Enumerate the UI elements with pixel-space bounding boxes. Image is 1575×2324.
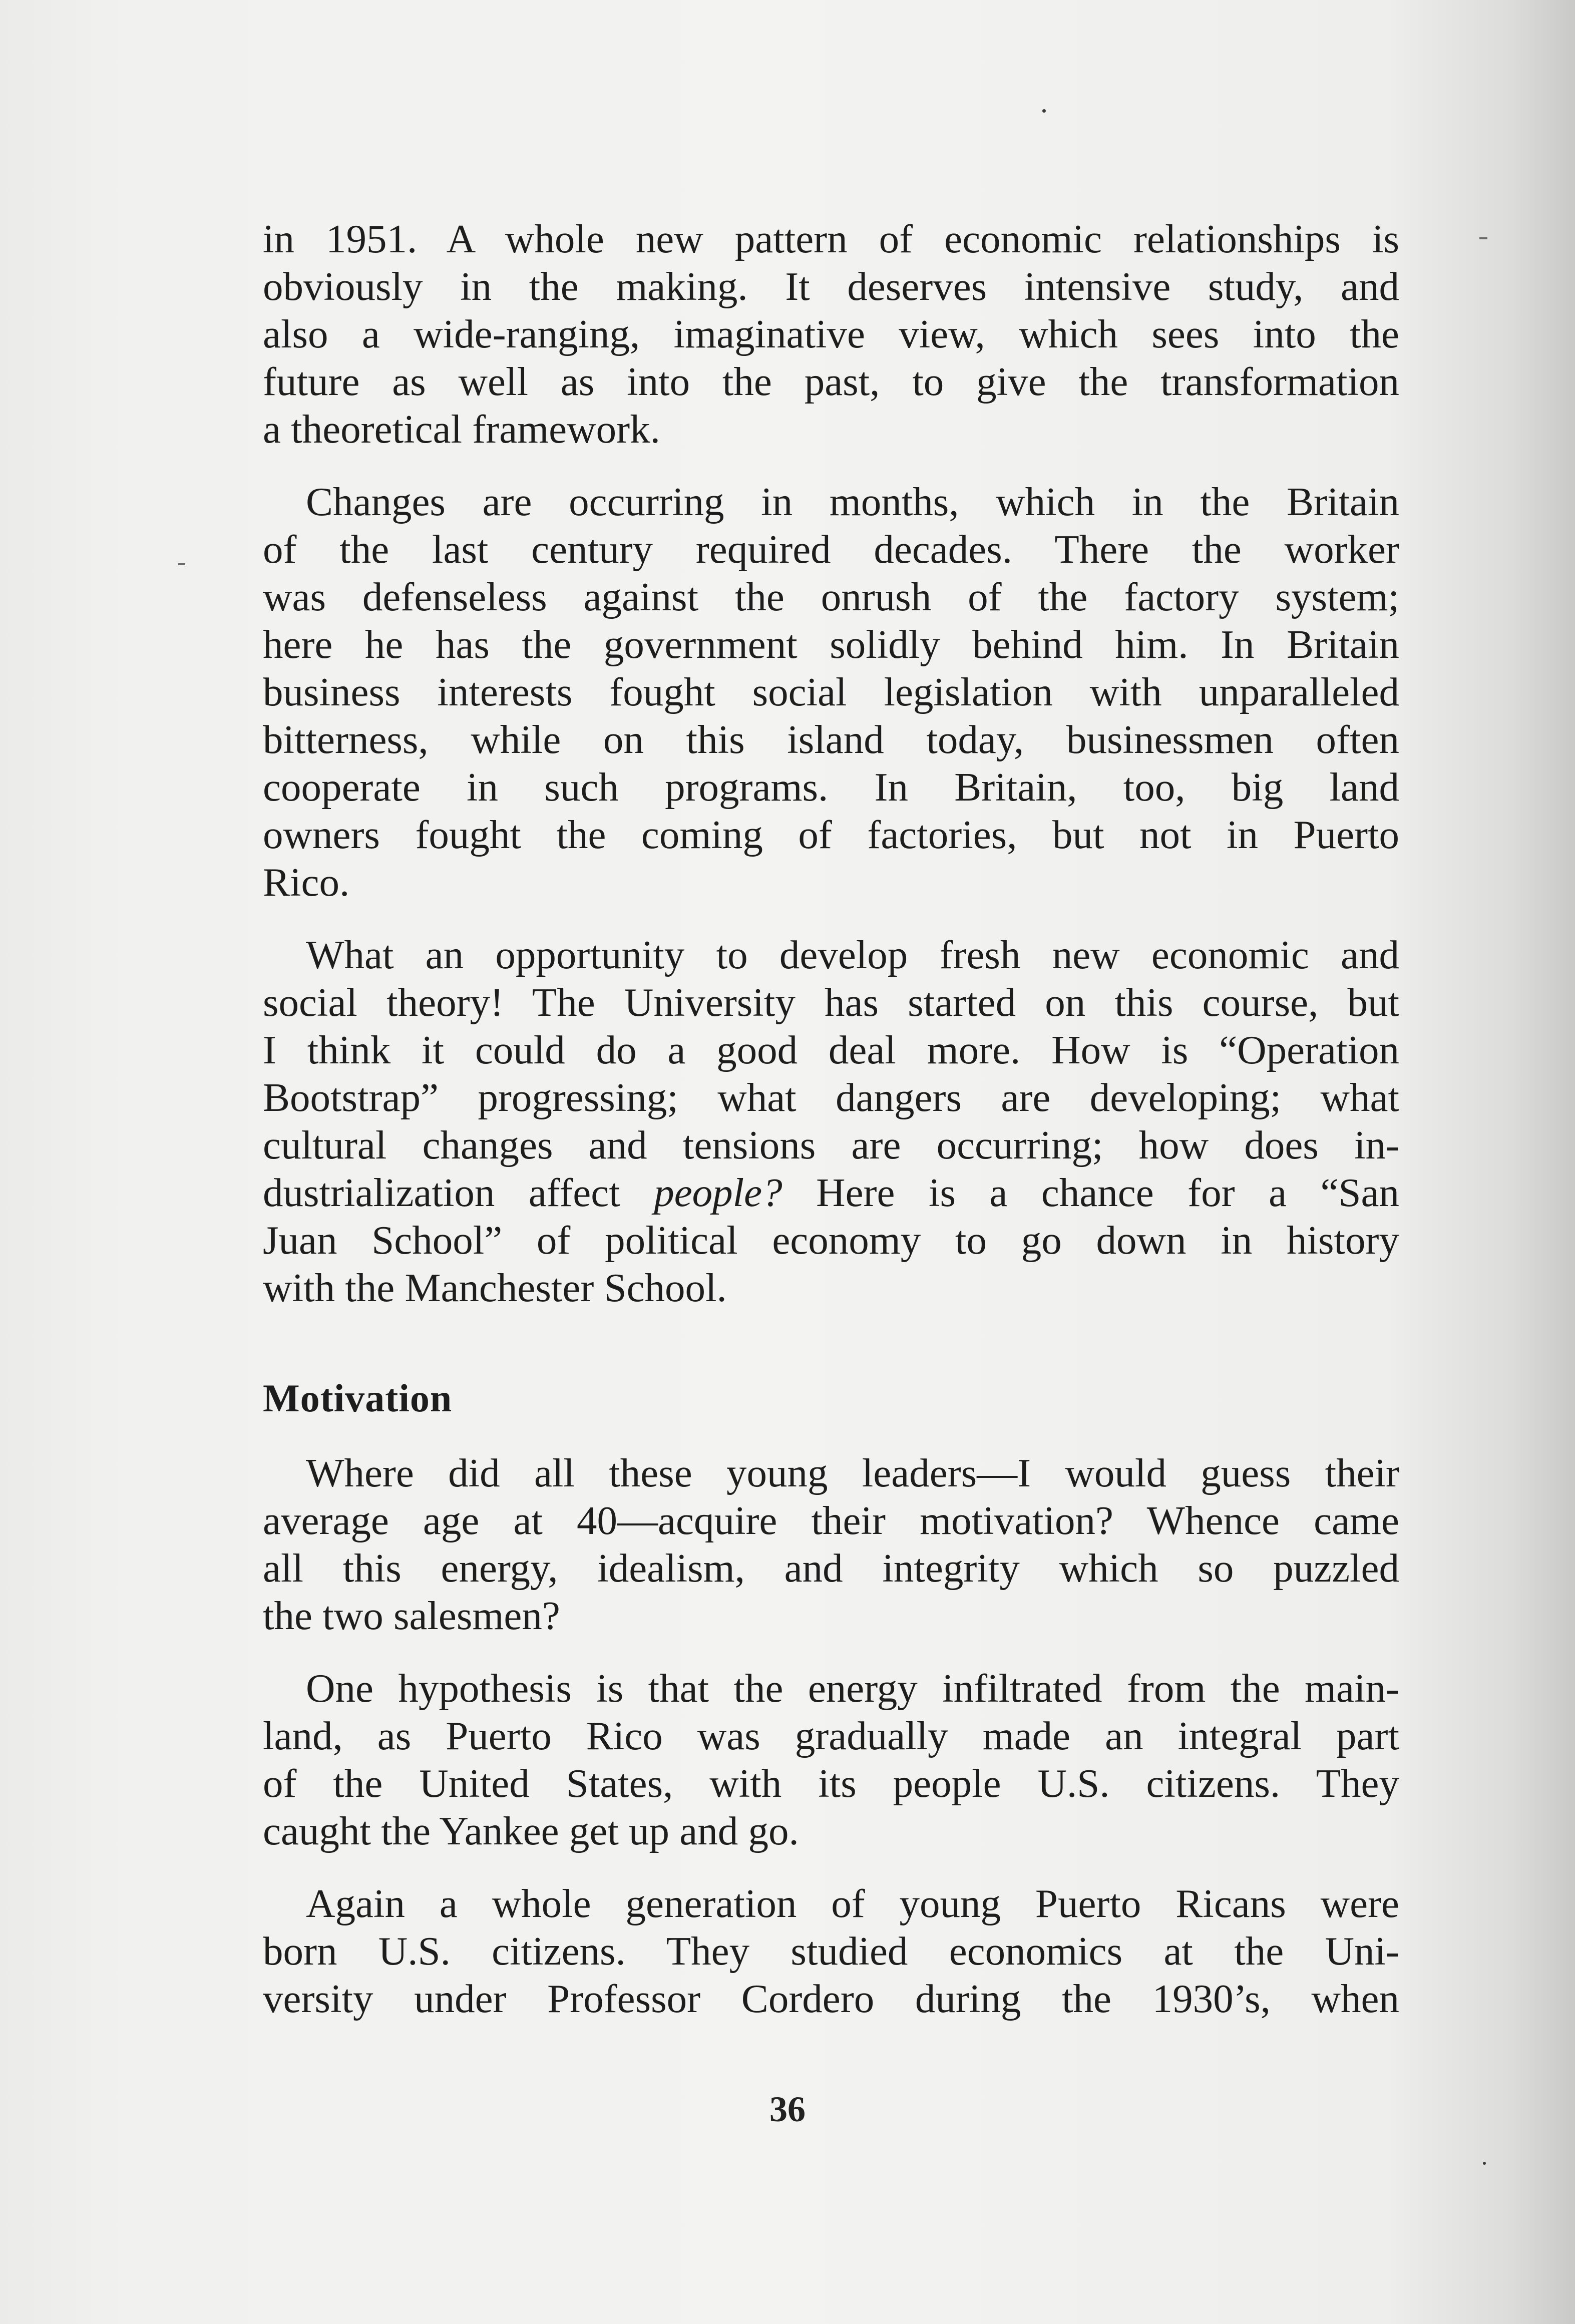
text-line: owners fought the coming of factories, but not in Puerto — [263, 812, 1399, 857]
paragraph-gap — [263, 906, 1399, 931]
text-line: here he has the government solidly behind him. In Britain — [263, 622, 1399, 667]
text-segment: Here is a chance for a “San — [782, 1170, 1399, 1215]
text-line: social theory! The University has started on this course, but — [263, 980, 1399, 1025]
text-line: of the last century required decades. There the worker — [263, 527, 1399, 572]
paragraph — [263, 215, 1399, 453]
text-line: Bootstrap” progressing; what dangers are developing; what — [263, 1075, 1399, 1120]
text-line: bitterness, while on this island today, businessmen often — [263, 717, 1399, 762]
text-line: average age at 40—acquire their motivation? Whence came — [263, 1498, 1399, 1543]
section-heading: Motivation — [263, 1376, 453, 1420]
text-line: I think it could do a good deal more. How is “Operation — [263, 1027, 1399, 1072]
text-line: Changes are occurring in months, which in the Britain — [306, 479, 1399, 524]
paragraph — [263, 478, 1399, 906]
text-line: all this energy, idealism, and integrity which so puzzled — [263, 1545, 1399, 1591]
text-line: What an opportunity to develop fresh new economic and — [306, 932, 1399, 977]
paragraph — [263, 1665, 1399, 1855]
text-line: was defenseless against the onrush of the factory system; — [263, 574, 1399, 619]
scan-mark — [178, 563, 185, 565]
section-gap — [263, 1312, 1399, 1374]
paragraph — [263, 931, 1399, 1312]
text-line: Again a whole generation of young Puerto Ricans were — [306, 1881, 1399, 1926]
text-line: also a wide-ranging, imaginative view, which sees into the — [263, 311, 1399, 356]
text-line: land, as Puerto Rico was gradually made an integral part — [263, 1713, 1399, 1758]
text-line: future as well as into the past, to give the transformation — [263, 359, 1399, 404]
scan-speck — [1483, 2162, 1486, 2165]
text-line: the two salesmen? — [263, 1593, 560, 1638]
paragraph-gap — [263, 1640, 1399, 1665]
text-line: One hypothesis is that the energy infiltrated from the main- — [306, 1666, 1399, 1711]
text-line: versity under Professor Cordero during the 1930’s, when — [263, 1976, 1399, 2021]
text-line: cooperate in such programs. In Britain, too, big land — [263, 764, 1399, 810]
text-line: with the Manchester School. — [263, 1265, 727, 1310]
scan-mark — [1479, 237, 1487, 239]
emphasis-text: people? — [654, 1170, 782, 1215]
text-line — [263, 1169, 1399, 1217]
text-line: obviously in the making. It deserves intensive study, and — [263, 264, 1399, 309]
text-line: Juan School” of political economy to go down in history — [263, 1218, 1399, 1263]
paragraph-gap — [263, 453, 1399, 478]
text-line: born U.S. citizens. They studied economics at the Uni- — [263, 1928, 1399, 1974]
text-line: a theoretical framework. — [263, 407, 660, 452]
body-text — [263, 215, 1399, 2023]
text-line: of the United States, with its people U.S. citizens. They — [263, 1761, 1399, 1806]
text-segment: dustrialization affect — [263, 1170, 654, 1215]
paragraph — [263, 1449, 1399, 1640]
scan-speck — [1042, 109, 1046, 113]
text-line: Where did all these young leaders—I would guess their — [306, 1450, 1399, 1495]
text-line: in 1951. A whole new pattern of economic relationships is — [263, 216, 1399, 261]
page-number: 36 — [769, 2089, 806, 2129]
paragraph — [263, 1880, 1399, 2023]
text-line: business interests fought social legislation with unparalleled — [263, 669, 1399, 714]
text-line: Rico. — [263, 860, 350, 905]
text-line: caught the Yankee get up and go. — [263, 1808, 799, 1853]
text-line: cultural changes and tensions are occurring; how does in- — [263, 1122, 1399, 1168]
section-gap — [263, 1422, 1399, 1449]
paragraph-gap — [263, 1855, 1399, 1880]
